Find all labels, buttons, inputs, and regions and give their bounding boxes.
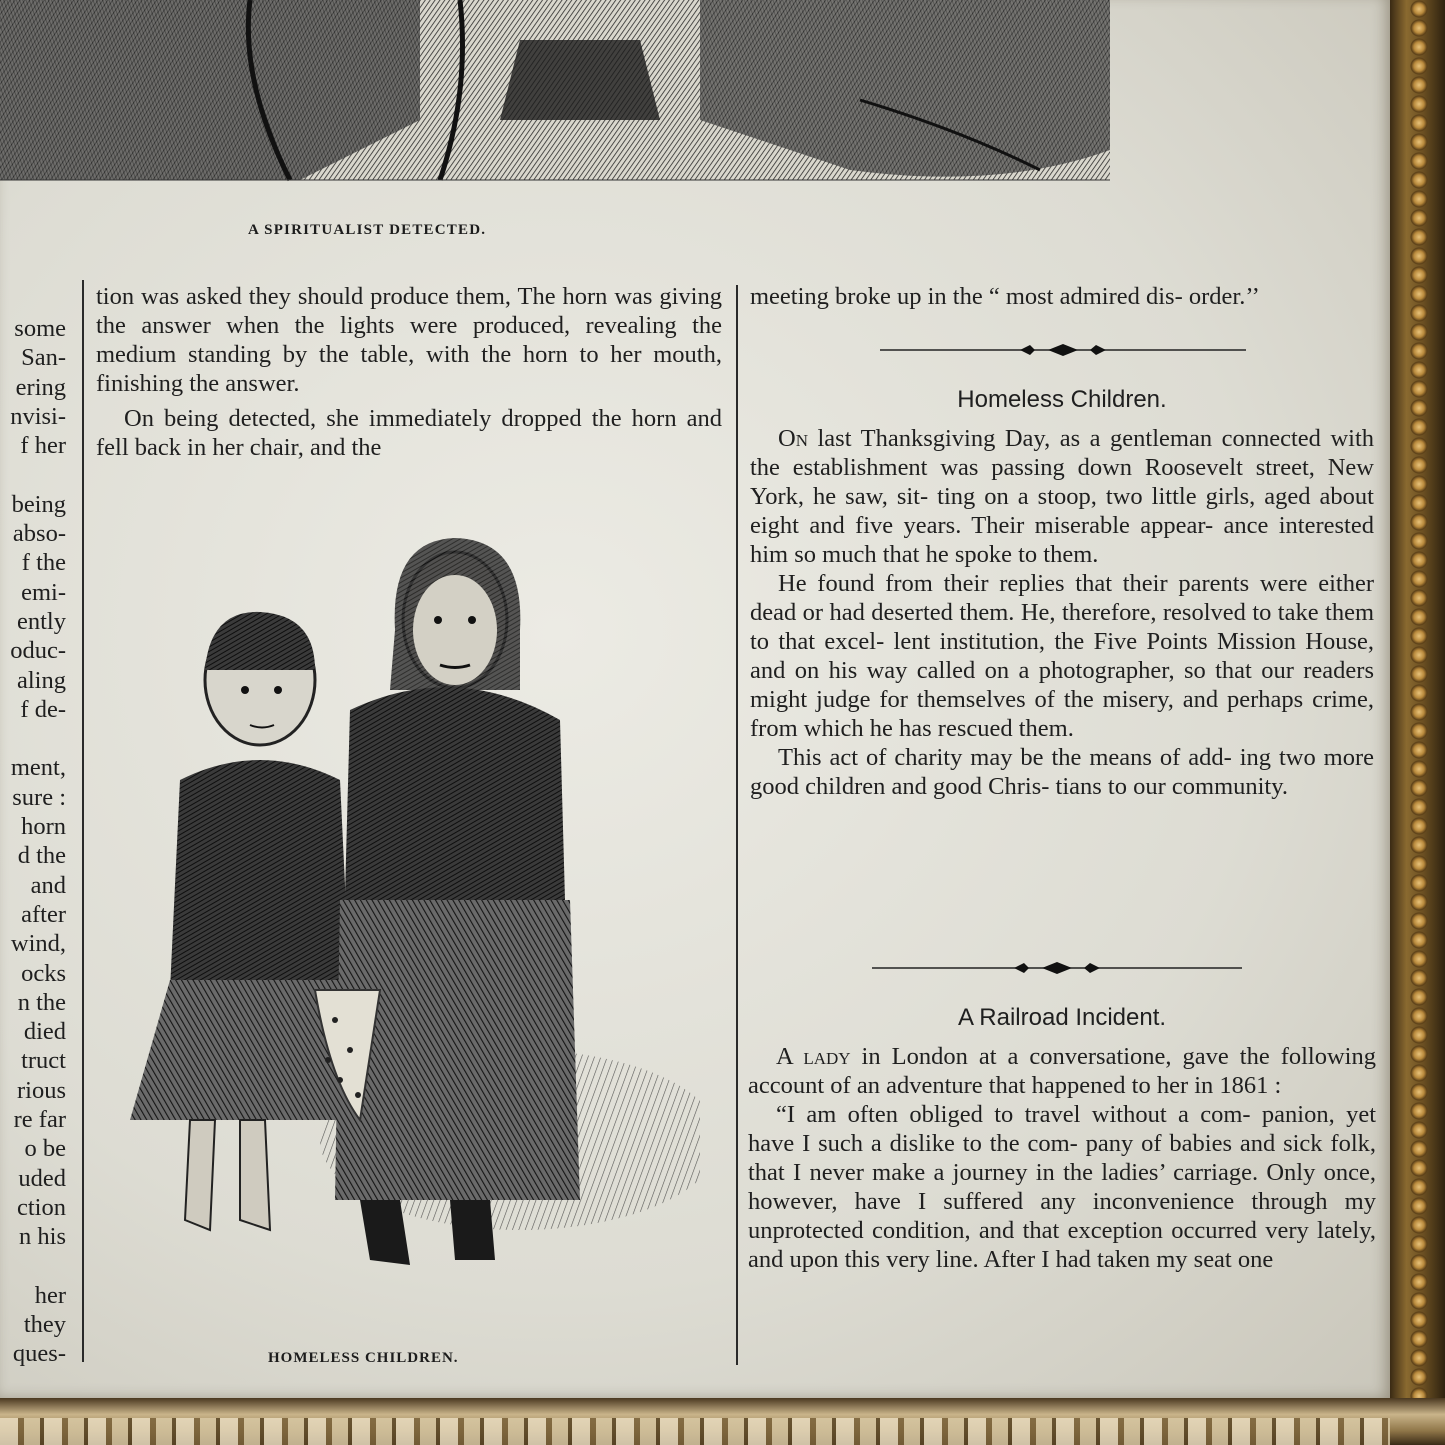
railroad-paragraph-2: “I am often obliged to travel without a com- panion, yet have I such a dislike to the com- pany of babies and sick folk, that I never make a journey in the ladies’ carriage. Only once, however, have I suffered any inconvenience through my unprotected condition, and that exception occurred very lately, and upon this very line. After I had taken my seat one bbox=[748, 1101, 1376, 1273]
homeless-children-engraving bbox=[100, 520, 700, 1290]
left-fragment-line: being bbox=[11, 490, 66, 518]
article-lead-a-lady: A lady bbox=[776, 1043, 851, 1070]
left-fragment-line: aling bbox=[17, 666, 66, 694]
left-fragment-line: wind, bbox=[10, 930, 66, 958]
left-fragment-line: uded bbox=[18, 1164, 66, 1192]
middle-paragraph-1: tion was asked they should produce them, The horn was giving the answer when the lights were produced, revealing the medium standing by the table, with the horn to her mouth, finishing the answer. bbox=[96, 283, 722, 397]
railroad-article bbox=[748, 1042, 1376, 1274]
right-paragraph-0: meeting broke up in the “ most admired dis- order.’’ bbox=[750, 283, 1260, 310]
left-fragment-line: f de- bbox=[20, 695, 66, 723]
right-column bbox=[750, 282, 1374, 311]
frame-bead-molding bbox=[1408, 0, 1430, 1445]
left-column-fragments bbox=[0, 314, 66, 1369]
left-fragment-line: truct bbox=[21, 1047, 66, 1075]
article-lead-on: On bbox=[778, 425, 808, 452]
left-fragment-line: after bbox=[21, 900, 66, 928]
left-fragment-line: some bbox=[14, 315, 66, 342]
heading-railroad-incident: A Railroad Incident. bbox=[957, 1004, 1167, 1031]
left-fragment-line: oduc- bbox=[10, 637, 66, 665]
left-fragment-line: f her bbox=[20, 432, 66, 460]
left-fragment-line: n his bbox=[19, 1223, 66, 1251]
left-fragment-line: emi- bbox=[21, 578, 66, 606]
article-paragraph-3: This act of charity may be the means of add- ing two more good children and good Chris- tians to our community. bbox=[750, 744, 1374, 800]
left-fragment-line: ocks bbox=[21, 959, 66, 987]
middle-paragraph-2: On being detected, she immediately dropped the horn and fell back in her chair, and the bbox=[96, 405, 722, 461]
left-fragment-line: ently bbox=[17, 607, 66, 635]
middle-column bbox=[96, 282, 722, 462]
spiritualist-engraving bbox=[0, 0, 1110, 195]
left-fragment-line: ction bbox=[17, 1193, 66, 1221]
ornamental-divider-2 bbox=[872, 958, 1242, 978]
left-fragment-line: and bbox=[30, 871, 66, 899]
left-fragment-line: d the bbox=[17, 842, 66, 870]
heading-homeless-children: Homeless Children. bbox=[957, 386, 1167, 413]
left-fragment-line bbox=[0, 1252, 66, 1281]
left-fragment-line: horn bbox=[21, 813, 66, 841]
left-fragment-line bbox=[0, 460, 66, 489]
column-rule-right bbox=[736, 285, 738, 1365]
left-fragment-line: died bbox=[23, 1018, 66, 1046]
left-fragment-line: o be bbox=[24, 1135, 66, 1163]
left-fragment-line: f the bbox=[21, 549, 66, 577]
left-fragment-line: nvisi- bbox=[10, 402, 66, 430]
left-fragment-line bbox=[0, 724, 66, 753]
left-fragment-line: n the bbox=[17, 988, 66, 1016]
railroad-paragraph-1: in London at a conversatione, gave the following account of an adventure that happened to her in 1861 : bbox=[748, 1043, 1376, 1099]
article-paragraph-1: last Thanksgiving Day, as a gentleman connected with the establishment was passing down Roosevelt street, New York, he saw, sit- ting on a stoop, two little girls, aged about eight and five years. Their miserable appear- ance interested him so much that he spoke to them. bbox=[750, 425, 1374, 568]
left-fragment-line: rious bbox=[17, 1076, 66, 1104]
left-fragment-line: her bbox=[34, 1281, 66, 1309]
spiritualist-caption: A SPIRITUALIST DETECTED. bbox=[248, 222, 487, 238]
left-fragment-line: they bbox=[23, 1311, 66, 1339]
left-fragment-line: ering bbox=[15, 373, 66, 401]
homeless-children-caption: HOMELESS CHILDREN. bbox=[268, 1350, 459, 1366]
left-fragment-line: sure : bbox=[12, 783, 66, 811]
left-fragment-line: San- bbox=[21, 344, 66, 372]
left-fragment-line: abso- bbox=[12, 520, 66, 548]
column-rule-left bbox=[82, 280, 84, 1362]
left-fragment-line: ques- bbox=[12, 1340, 66, 1368]
homeless-children-article bbox=[750, 424, 1374, 801]
left-fragment-line: ment, bbox=[10, 754, 66, 782]
ornamental-divider-1 bbox=[880, 340, 1246, 360]
frame-bottom-ornament bbox=[0, 1418, 1390, 1445]
article-paragraph-2: He found from their replies that their parents were either dead or had deserted them. He, therefore, resolved to take them to that excel- lent institution, the Five Points Mission House, and on his way called on a photographer, so that our readers might judge for themselves of the misery, and perhaps crime, from which he has rescued them. bbox=[750, 570, 1374, 742]
left-fragment-line: re far bbox=[13, 1106, 66, 1134]
